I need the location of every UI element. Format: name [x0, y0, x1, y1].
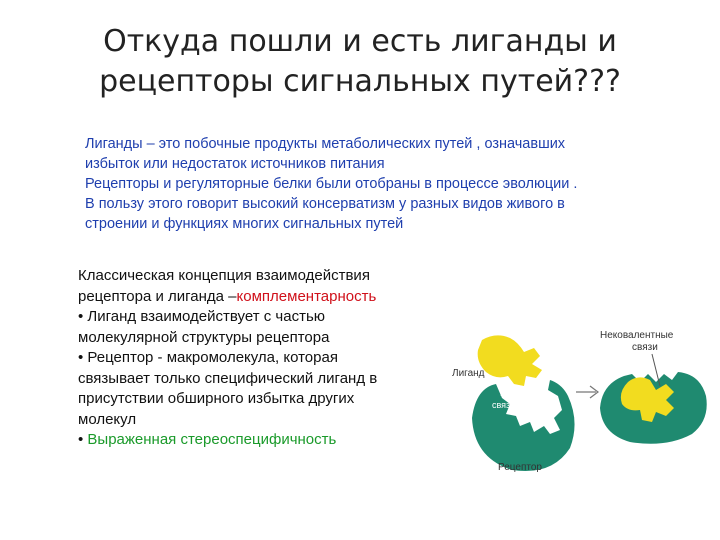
concept-line: связывает только специфический лиганд в	[78, 369, 378, 387]
concept-line: молекулярной структуры рецептора	[78, 328, 330, 346]
stereospecificity-highlight: Выраженная стереоспецифичность	[87, 431, 337, 448]
concept-line: молекул	[78, 410, 137, 428]
bullet: •	[78, 431, 88, 448]
binding-site-label: связывания	[492, 400, 542, 410]
concept-text	[78, 266, 458, 451]
complementarity-highlight: комплементарность	[236, 287, 377, 305]
binding-site-label: Место	[500, 388, 527, 398]
concept-line: • Рецептор - макромолекула, которая	[78, 349, 338, 366]
blue-line: строении и функциях многих сигнальных путей	[85, 216, 404, 232]
concept-line: • Лиганд взаимодействует с частью	[78, 308, 326, 325]
concept-line: присутствии обширного избытка других	[78, 390, 355, 407]
blue-line: В пользу этого говорит высокий консерватизм у разных видов живого в	[85, 196, 565, 212]
blue-line: Лиганды – это побочные продукты метаболических путей , означавших	[85, 136, 566, 152]
ligand-origin-text	[85, 134, 705, 234]
slide-title	[60, 22, 660, 102]
blue-line: Рецепторы и регуляторные белки были отобраны в процессе эволюции .	[85, 176, 578, 192]
concept-line	[78, 430, 458, 451]
title-line-1: Откуда пошли и есть лиганды и	[103, 24, 617, 59]
ligand-receptor-diagram	[452, 318, 714, 480]
bonds-label: Нековалентные	[600, 330, 674, 341]
ligand-label: Лиганд	[452, 368, 485, 379]
ligand-shape	[478, 335, 542, 386]
concept-line	[78, 287, 458, 308]
concept-line: Классическая концепция взаимодействия	[78, 267, 370, 284]
blue-line: избыток или недостаток источников питания	[85, 156, 385, 172]
bonds-label: связи	[632, 342, 658, 353]
title-line-2: рецепторы сигнальных путей???	[99, 64, 621, 99]
concept-text-span: рецептора и лиганда –	[78, 287, 237, 305]
receptor-label: Рецептор	[498, 462, 542, 473]
